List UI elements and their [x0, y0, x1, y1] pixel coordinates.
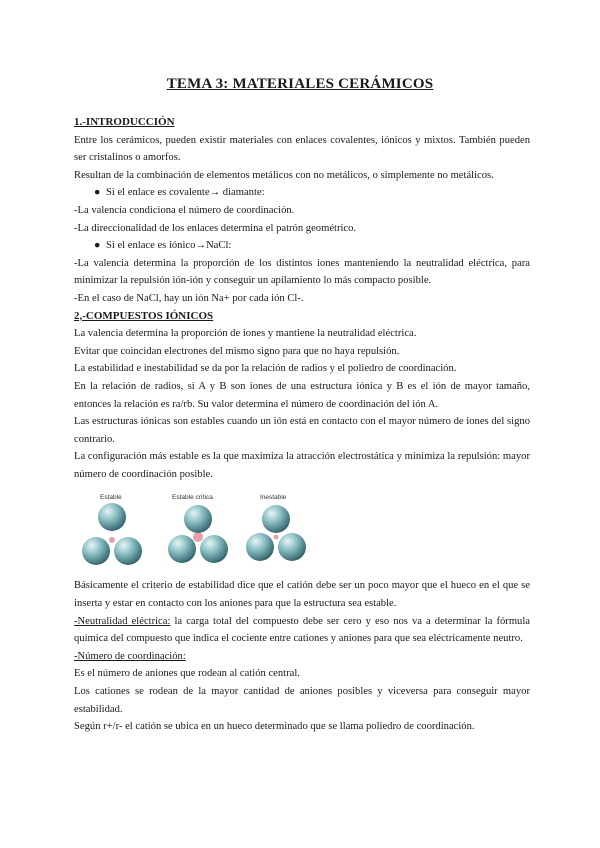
paragraph: -En el caso de NaCl, hay un ión Na+ por cada ión Cl-. [74, 292, 304, 304]
paragraph: La valencia determina la proporción de iones y mantiene la neutralidad eléctrica. [74, 328, 417, 340]
paragraph: Según r+/r- el catión se ubica en un hueco determinado que se llama poliedro de coordinación. [74, 721, 475, 733]
anion-sphere [184, 505, 212, 533]
section-heading-intro: 1.-INTRODUCCIÓN [74, 116, 175, 128]
paragraph [74, 613, 530, 648]
bullet-text: Si el enlace es covalente→ diamante: [106, 187, 265, 199]
paragraph: -La direccionalidad de los enlaces determina el patrón geométrico. [74, 222, 357, 234]
page-title: TEMA 3: MATERIALES CERÁMICOS [166, 76, 434, 92]
paragraph: La estabilidad e inestabilidad se da por la relación de radios y el poliedro de coordinación. [74, 363, 457, 375]
paragraph: -La valencia determina la proporción de los distintos iones manteniendo la neutralidad eléctrica, para minimizar la repulsión ión-ión y conseguir un apilamiento lo más compacto posible. [74, 257, 530, 287]
anion-sphere [98, 503, 126, 531]
neutrality-text: la carga total del compuesto debe ser cero y eso nos va a determinar la fórmula química del compuesto que indica el cociente entre cationes y aniones para que sea eléctricamente neutro. [74, 615, 531, 645]
anion-sphere [114, 537, 142, 565]
spheres-illustration [74, 487, 324, 573]
paragraph: -La valencia condiciona el número de coordinación. [74, 204, 295, 216]
anion-sphere [200, 535, 228, 563]
bullet-icon: ● [94, 187, 101, 199]
paragraph: La configuración más estable es la que maximiza la atracción electrostática y minimiza la repulsión: mayor número de coordinación posible. [74, 451, 530, 480]
figure-label-critical: Estable crítica [172, 494, 213, 502]
paragraph: Las estructuras iónicas son estables cuando un ión está en contacto con el mayor número de iones del signo contrario. [74, 416, 530, 445]
anion-sphere [278, 533, 306, 561]
paragraph: Entre los cerámicos, pueden existir materiales con enlaces covalentes, iónicos y mixtos. También pueden ser cristalinos o amorfos. [74, 134, 530, 164]
bullet-text: Si el enlace es iónico→NaCl: [106, 240, 232, 252]
coordination-label: -Número de coordinación: [74, 650, 186, 662]
cation-sphere [274, 535, 279, 540]
anion-sphere [168, 535, 196, 563]
figure-label-stable: Estable [100, 494, 122, 502]
paragraph: En la relación de radios, si A y B son iones de una estructura iónica y B es el ión de mayor tamaño, entonces la relación es ra/rb. Su valor determina el número de coordinación del ión A. [74, 380, 530, 410]
critical-structure [168, 505, 228, 563]
unstable-structure [246, 505, 306, 561]
cation-sphere [193, 532, 203, 542]
anion-sphere [262, 505, 290, 533]
bullet-item [74, 237, 530, 255]
paragraph: Evitar que coincidan electrones del mismo signo para que no haya repulsión. [74, 345, 400, 357]
bullet-icon: ● [94, 240, 101, 252]
neutrality-label: -Neutralidad eléctrica: [74, 615, 171, 627]
bullet-item [74, 184, 530, 202]
anion-sphere [82, 537, 110, 565]
stability-figure [74, 487, 324, 573]
paragraph: Los cationes se rodean de la mayor cantidad de aniones posibles y viceversa para conseguir mayor estabilidad. [74, 686, 530, 715]
document-body [74, 114, 530, 736]
anion-sphere [246, 533, 274, 561]
paragraph: Básicamente el criterio de estabilidad dice que el catión debe ser un poco mayor que el hueco en el que se inserta y estar en contacto con los aniones para que la estructura sea estable. [74, 580, 530, 610]
section-heading-ionic: 2,-COMPUESTOS IÓNICOS [74, 309, 214, 322]
paragraph: Es el número de aniones que rodean al catión central. [74, 668, 300, 680]
stable-structure [82, 503, 142, 565]
cation-sphere [109, 537, 115, 543]
figure-label-unstable: Inestable [260, 494, 287, 502]
paragraph: Resultan de la combinación de elementos metálicos con no metálicos, o simplemente no metálicos. [74, 169, 494, 181]
